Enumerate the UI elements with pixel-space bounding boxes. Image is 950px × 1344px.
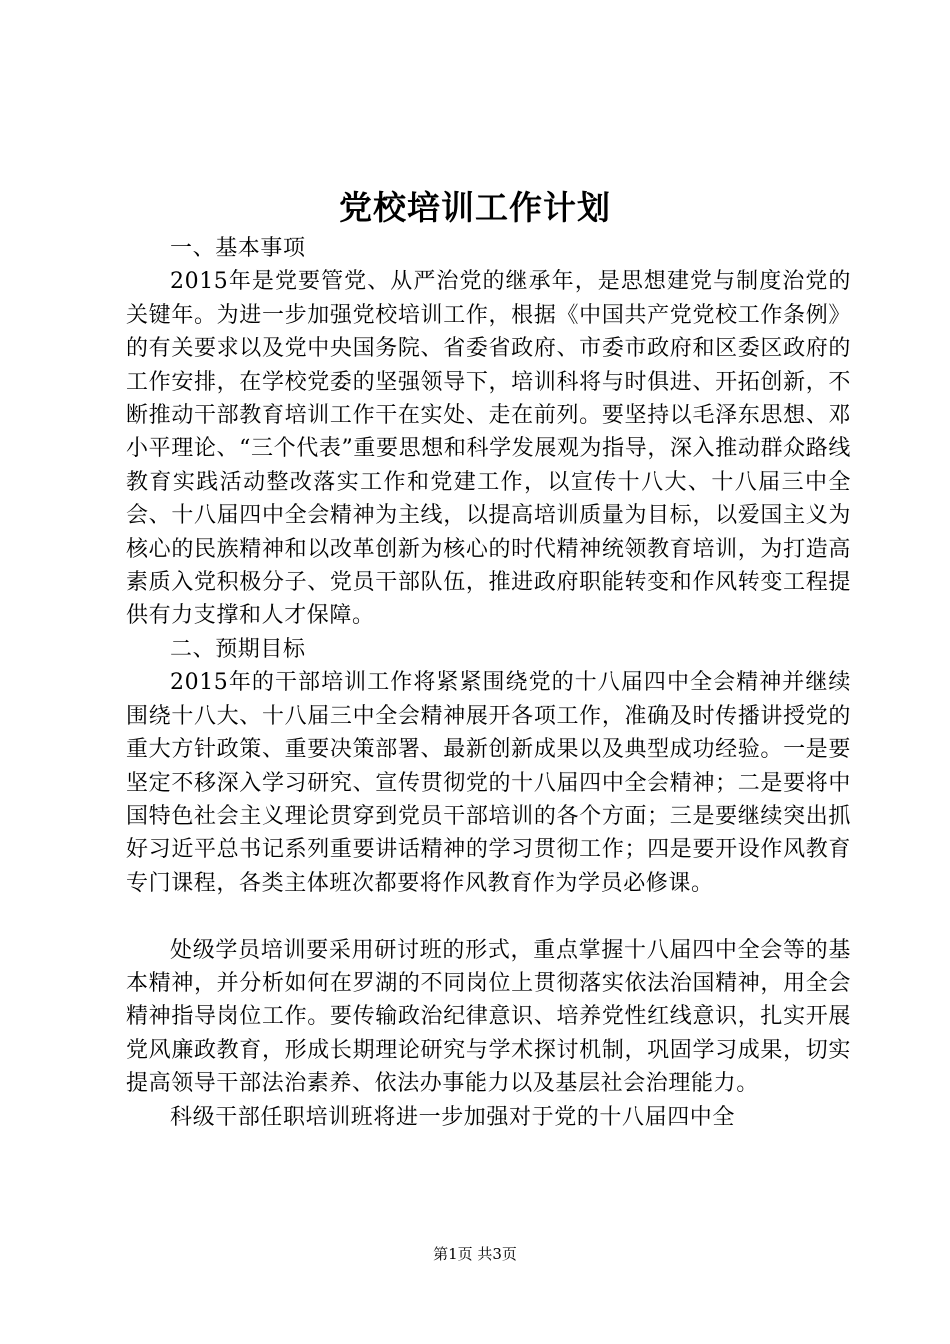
paragraph: 科级干部任职培训班将进一步加强对于党的十八届四中全 [170,1104,736,1130]
document-body [126,232,851,1134]
document-title: 党校培训工作计划 [339,188,611,227]
paragraph: 2015年是党要管党、从严治党的继承年，是思想建党与制度治党的关键年。为进一步加强党校培训工作，根据《中国共产党党校工作条例》的有关要求以及党中央国务院、省委省政府、市委市政府和区委区政府的工作安排，在学校党委的坚强领导下，培训科将与时俱进、开拓创新，不断推动干部教育培训工作干在实处、走在前列。要坚持以毛泽东思想、邓小平理论、“三个代表”重要思想和科学发展观为指导，深入推动群众路线教育实践活动整改落实工作和党建工作，以宣传十八大、十八届三中全会、十八届四中全会精神为主线，以提高培训质量为目标，以爱国主义为核心的民族精神和以改革创新为核心的时代精神统领教育培训，为打造高素质入党积极分子、党员干部队伍，推进政府职能转变和作风转变工程提供有力支撑和人才保障。 [126,269,851,629]
page-number: 第1页 共3页 [433,1245,517,1263]
paragraph: 处级学员培训要采用研讨班的形式，重点掌握十八届四中全会等的基本精神，并分析如何在罗湖的不同岗位上贯彻落实依法治国精神，用全会精神指导岗位工作。要传输政治纪律意识、培养党性红线意识，扎实开展党风廉政教育，形成长期理论研究与学术探讨机制，巩固学习成果，切实提高领导干部法治素养、依法办事能力以及基层社会治理能力。 [126,937,851,1097]
section-heading-basic-matters: 一、基本事项 [170,236,306,261]
paragraph: 2015年的干部培训工作将紧紧围绕党的十八届四中全会精神并继续围绕十八大、十八届三中全会精神展开各项工作，准确及时传播讲授党的重大方针政策、重要决策部署、最新创新成果以及典型成功经验。一是要坚定不移深入学习研究、宣传贯彻党的十八届四中全会精神；二是要将中国特色社会主义理论贯穿到党员干部培训的各个方面；三是要继续突出抓好习近平总书记系列重要讲话精神的学习贯彻工作；四是要开设作风教育专门课程，各类主体班次都要将作风教育作为学员必修课。 [126,670,851,896]
section-heading-expected-goals: 二、预期目标 [170,636,306,662]
